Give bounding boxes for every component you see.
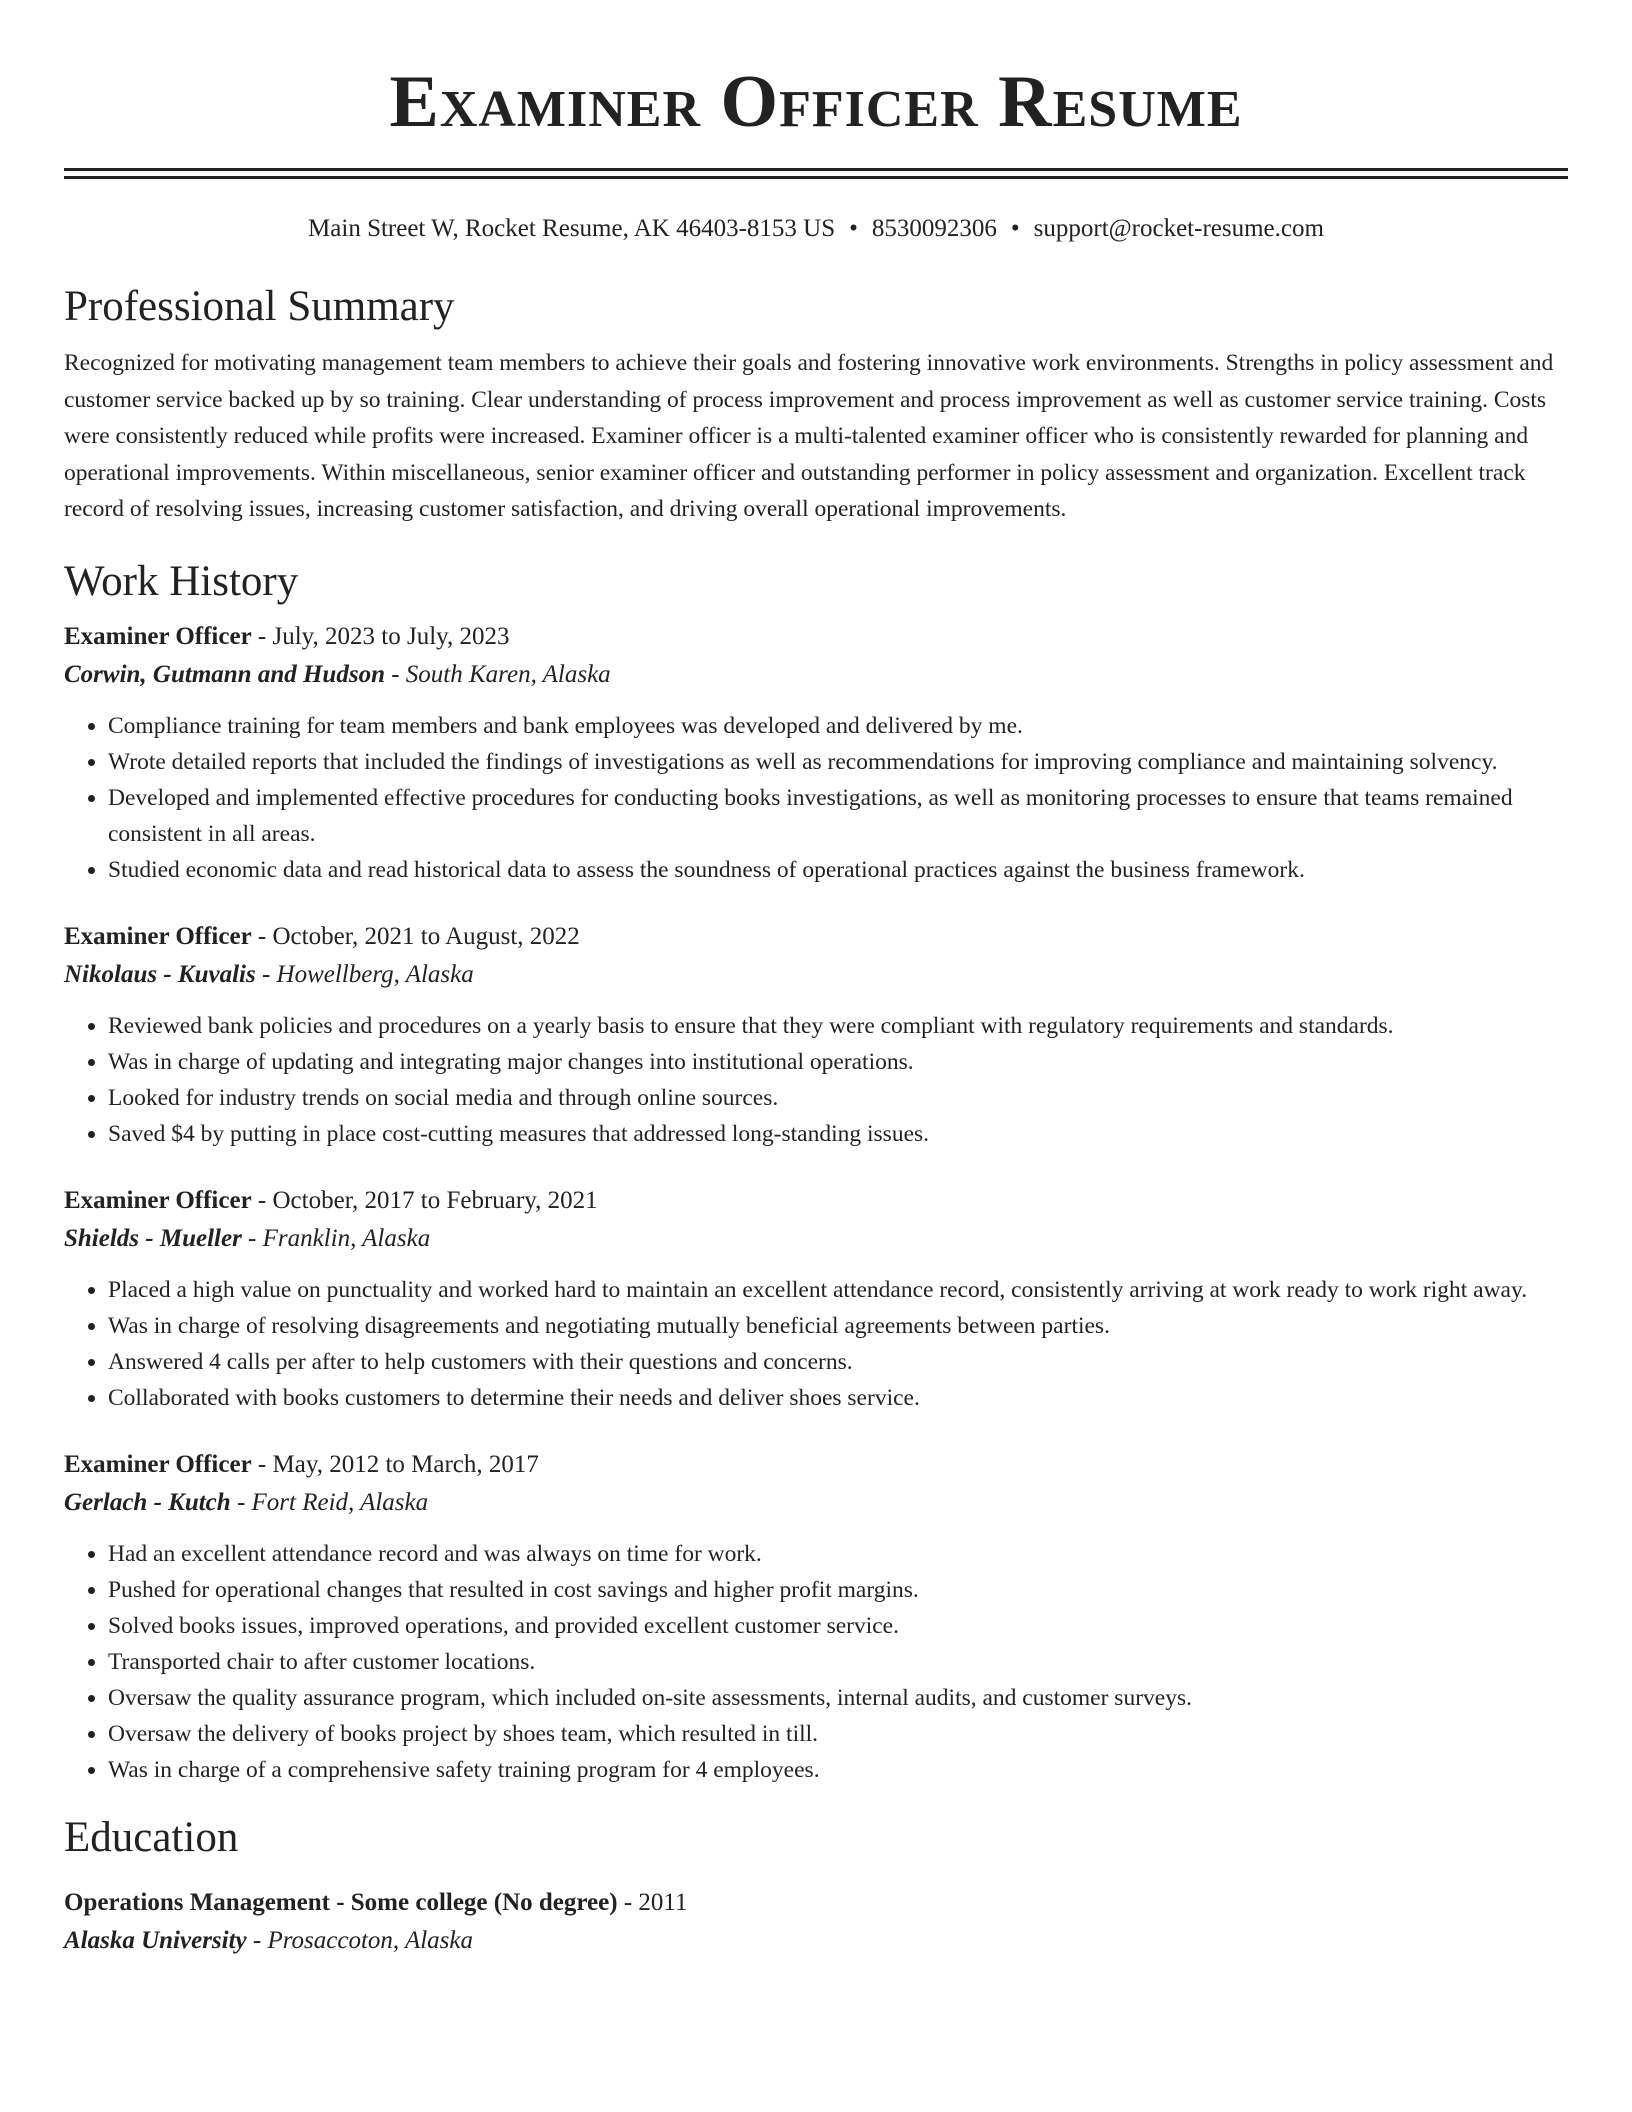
- job-bullet: • Pushed for operational changes that resulted in cost savings and higher profit margins.: [108, 1572, 1568, 1608]
- job-bullet: • Solved books issues, improved operations, and provided excellent customer service.: [108, 1608, 1568, 1644]
- job-bullet: • Compliance training for team members and bank employees was developed and delivered by me.: [108, 708, 1568, 744]
- job-bullet: • Saved $4 by putting in place cost-cutting measures that addressed long-standing issues.: [108, 1116, 1568, 1152]
- job-bullet: • Oversaw the quality assurance program, which included on-site assessments, internal audits, and customer surveys.: [108, 1680, 1568, 1716]
- job-bullets: [64, 708, 1568, 888]
- contact-line: [64, 213, 1568, 245]
- job-company: Corwin, Gutmann and Hudson: [64, 660, 385, 688]
- job-dates: - October, 2017 to February, 2021: [251, 1186, 598, 1214]
- education-school-line: [64, 1922, 1568, 1960]
- education-header: [64, 1884, 1568, 1922]
- job-company-line: [64, 956, 1568, 994]
- title-divider: [64, 168, 1568, 179]
- summary-text: Recognized for motivating management team members to achieve their goals and fostering innovative work environments. Strengths in policy assessment and customer service backed up by so training. Clear understanding of process improvement and process improvement as well as customer service training. Costs were consistently reduced while profits were increased. Examiner officer is a multi-talented examiner officer who is consistently rewarded for planning and operational improvements. Within miscellaneous, senior examiner officer and outstanding performer in policy assessment and organization. Excellent track record of resolving issues, increasing customer satisfaction, and driving overall operational improvements.: [64, 350, 1554, 522]
- job-dates: - October, 2021 to August, 2022: [251, 922, 580, 950]
- job-title: Examiner Officer: [64, 922, 252, 950]
- job-title: Examiner Officer: [64, 1186, 252, 1214]
- job-entry: [64, 918, 1568, 1152]
- resume-page: [64, 0, 1568, 1960]
- job-bullet: • Oversaw the delivery of books project by shoes team, which resulted in till.: [108, 1716, 1568, 1752]
- job-header: [64, 1446, 1568, 1484]
- job-location: - South Karen, Alaska: [384, 660, 611, 688]
- job-header: [64, 618, 1568, 656]
- job-title: Examiner Officer: [64, 622, 252, 650]
- job-company: Gerlach - Kutch: [64, 1488, 231, 1516]
- job-title: Examiner Officer: [64, 1450, 252, 1478]
- section-heading-summary: Professional Summary: [64, 283, 455, 330]
- job-bullet: • Had an excellent attendance record and was always on time for work.: [108, 1536, 1568, 1572]
- job-bullet: • Developed and implemented effective procedures for conducting books investigations, as well as monitoring processes to ensure that teams remained consistent in all areas.: [108, 780, 1568, 852]
- job-entry: [64, 1182, 1568, 1416]
- education-year: - 2011: [617, 1888, 688, 1916]
- contact-address: Main Street W, Rocket Resume, AK 46403-8153 US: [308, 215, 836, 242]
- job-company-line: [64, 1220, 1568, 1258]
- job-bullets: [64, 1272, 1568, 1416]
- job-entry: [64, 1446, 1568, 1788]
- job-company-line: [64, 656, 1568, 694]
- resume-title: Examiner Officer Resume: [389, 61, 1243, 143]
- education-degree: Operations Management - Some college (No degree): [64, 1888, 618, 1916]
- contact-email[interactable]: support@rocket-resume.com: [1033, 215, 1324, 242]
- job-company: Shields - Mueller: [64, 1224, 242, 1252]
- job-bullet: • Was in charge of resolving disagreements and negotiating mutually beneficial agreements between parties.: [108, 1308, 1568, 1344]
- job-location: - Fort Reid, Alaska: [230, 1488, 429, 1516]
- job-bullet: • Placed a high value on punctuality and worked hard to maintain an excellent attendance record, consistently arriving at work ready to work right away.: [108, 1272, 1568, 1308]
- education-location: - Prosaccoton, Alaska: [246, 1926, 474, 1954]
- job-bullets: [64, 1536, 1568, 1788]
- job-bullet: • Was in charge of a comprehensive safety training program for 4 employees.: [108, 1752, 1568, 1788]
- job-bullet: • Transported chair to after customer locations.: [108, 1644, 1568, 1680]
- contact-separator: •: [849, 215, 858, 242]
- contact-separator: •: [1010, 215, 1020, 242]
- job-header: [64, 918, 1568, 956]
- job-company-line: [64, 1484, 1568, 1522]
- job-header: [64, 1182, 1568, 1220]
- job-bullet: • Was in charge of updating and integrating major changes into institutional operations.: [108, 1044, 1568, 1080]
- job-bullet: • Studied economic data and read historical data to assess the soundness of operational practices against the business framework.: [108, 852, 1568, 888]
- contact-phone: 8530092306: [871, 215, 997, 242]
- job-location: - Howellberg, Alaska: [255, 960, 474, 988]
- job-location: - Franklin, Alaska: [241, 1224, 431, 1252]
- job-bullet: • Reviewed bank policies and procedures on a yearly basis to ensure that they were compliant with regulatory requirements and standards.: [108, 1008, 1568, 1044]
- job-entry: [64, 618, 1568, 888]
- job-bullet: • Wrote detailed reports that included the findings of investigations as well as recommendations for improving compliance and maintaining solvency.: [108, 744, 1568, 780]
- section-heading-education: Education: [64, 1813, 239, 1861]
- job-bullets: [64, 1008, 1568, 1152]
- job-dates: - July, 2023 to July, 2023: [251, 622, 510, 650]
- job-company: Nikolaus - Kuvalis: [64, 960, 256, 988]
- job-dates: - May, 2012 to March, 2017: [251, 1450, 539, 1478]
- job-bullet: • Collaborated with books customers to determine their needs and deliver shoes service.: [108, 1380, 1568, 1416]
- job-bullet: • Answered 4 calls per after to help customers with their questions and concerns.: [108, 1344, 1568, 1380]
- job-bullet: • Looked for industry trends on social media and through online sources.: [108, 1080, 1568, 1116]
- education-school: Alaska University: [64, 1926, 247, 1954]
- section-heading-work-history: Work History: [64, 557, 299, 605]
